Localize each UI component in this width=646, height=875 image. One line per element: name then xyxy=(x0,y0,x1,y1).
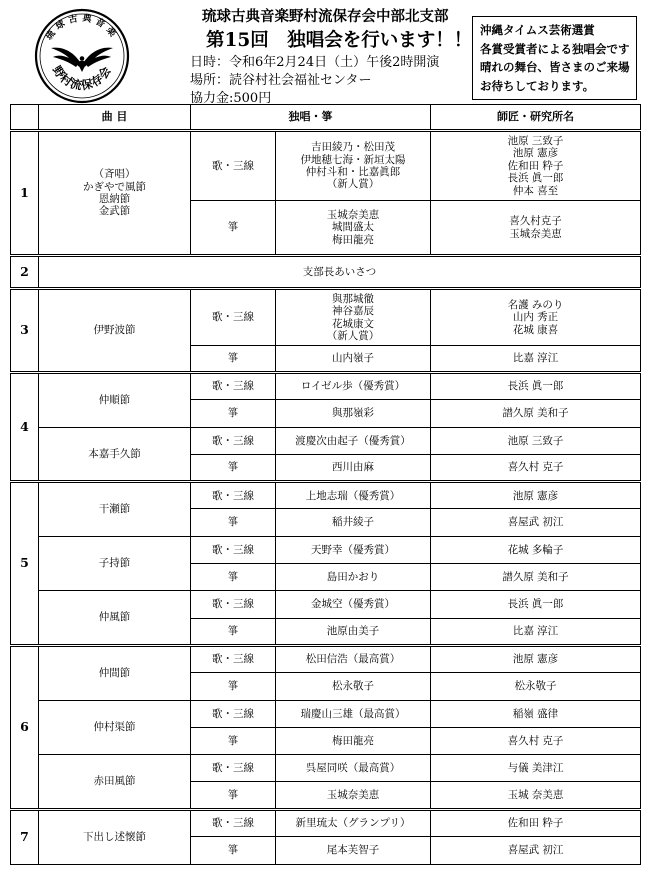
table-row xyxy=(11,482,641,509)
header-teachers: 師匠・研究所名 xyxy=(431,105,641,131)
svg-text:琉球古典音楽 xyxy=(42,12,121,43)
performer-names: 瑞慶山三雄（最高賞） xyxy=(276,700,431,727)
song-title-line: 恩納節 xyxy=(98,193,131,205)
event-venue: 場所：読谷村社会福祉センター xyxy=(190,73,372,88)
teacher-names: 花城 多輪子 xyxy=(431,536,641,563)
table-row xyxy=(11,289,641,346)
role-label: 箏 xyxy=(191,454,276,481)
song-title: 仲村渠節 xyxy=(39,700,191,755)
teacher-names xyxy=(431,289,641,346)
teacher-line: 名護 みのり xyxy=(507,298,564,311)
performer-names: 與那嶺彩 xyxy=(276,400,431,427)
role-label: 歌・三線 xyxy=(191,427,276,454)
performer-line: 玉城奈美恵 xyxy=(326,208,380,221)
teacher-names: 喜屋武 初江 xyxy=(431,509,641,536)
song-title: 仲順節 xyxy=(39,373,191,428)
performer-names: 天野幸（優秀賞） xyxy=(276,536,431,563)
teacher-names: 池原 憲彦 xyxy=(431,645,641,672)
song-title xyxy=(39,131,191,256)
header-number xyxy=(11,105,39,131)
performer-names: 尾本芙智子 xyxy=(276,837,431,865)
header-performers: 独唱・箏 xyxy=(191,105,431,131)
song-title: 赤田風節 xyxy=(39,755,191,810)
role-label: 箏 xyxy=(191,673,276,700)
role-label: 箏 xyxy=(191,618,276,645)
role-label: 箏 xyxy=(191,201,276,256)
table-row xyxy=(11,700,641,727)
table-row xyxy=(11,427,641,454)
organization-name: 琉球古典音楽野村流保存会中部北支部 xyxy=(202,8,449,25)
role-label: 歌・三線 xyxy=(191,591,276,618)
notice-line: 沖縄タイムス芸術選賞 xyxy=(480,23,595,37)
performer-names: 梅田龍亮 xyxy=(276,727,431,754)
teacher-line: 長浜 眞一郎 xyxy=(507,172,564,185)
role-label: 歌・三線 xyxy=(191,809,276,837)
program-number: 4 xyxy=(11,373,39,482)
performer-names: 玉城奈美恵 xyxy=(276,782,431,809)
program-number: 5 xyxy=(11,482,39,646)
program-number: 2 xyxy=(11,256,39,289)
table-row xyxy=(11,131,641,201)
table-row xyxy=(11,373,641,400)
teacher-names: 与儀 美津江 xyxy=(431,755,641,782)
performer-names: 稲井綾子 xyxy=(276,509,431,536)
teacher-names: 比嘉 淳江 xyxy=(431,346,641,373)
performer-names: 渡慶次由起子（優秀賞） xyxy=(276,427,431,454)
role-label: 歌・三線 xyxy=(191,700,276,727)
performer-names xyxy=(276,131,431,201)
organization-seal xyxy=(34,8,130,104)
performer-names: 西川由麻 xyxy=(276,454,431,481)
song-title: 本嘉手久節 xyxy=(39,427,191,482)
event-fee: 協力金:500円 xyxy=(190,91,272,106)
song-title-line: 金武節 xyxy=(98,205,131,218)
role-label: 箏 xyxy=(191,727,276,754)
performer-names: 島田かおり xyxy=(276,564,431,591)
role-label: 歌・三線 xyxy=(191,373,276,400)
table-row xyxy=(11,256,641,289)
teacher-names: 譜久原 美和子 xyxy=(431,564,641,591)
role-label: 箏 xyxy=(191,837,276,865)
performer-line: 梅田龍亮 xyxy=(332,233,374,246)
program-number: 3 xyxy=(11,289,39,373)
teacher-line: 花城 康喜 xyxy=(512,323,559,336)
teacher-names xyxy=(431,201,641,256)
greeting-text: 支部長あいさつ xyxy=(39,256,641,289)
performer-line: （新人賞） xyxy=(326,329,380,342)
teacher-names: 喜久村 克子 xyxy=(431,454,641,481)
seal-top-text: 琉球古典音楽 xyxy=(44,13,120,43)
teacher-line: 喜久村克子 xyxy=(509,215,562,228)
performer-names: 呉屋同咲（最高賞） xyxy=(276,755,431,782)
performer-line: 與那城徹 xyxy=(332,292,374,305)
role-label: 箏 xyxy=(191,346,276,373)
program-number: 7 xyxy=(11,809,39,864)
role-label: 歌・三線 xyxy=(191,536,276,563)
role-label: 歌・三線 xyxy=(191,131,276,201)
song-title-line: かぎやで風節 xyxy=(83,180,146,193)
teacher-names: 佐和田 粋子 xyxy=(431,809,641,837)
teacher-names: 松永敬子 xyxy=(431,673,641,700)
teacher-line: 佐和田 粋子 xyxy=(507,159,564,172)
teacher-names: 比嘉 淳江 xyxy=(431,618,641,645)
header-song: 曲 目 xyxy=(39,105,191,131)
performer-line: 仲村斗和・比嘉眞郎 xyxy=(305,166,401,178)
performer-line: 神谷嘉辰 xyxy=(332,305,374,318)
role-label: 歌・三線 xyxy=(191,482,276,509)
teacher-names: 喜久村 克子 xyxy=(431,727,641,754)
role-label: 箏 xyxy=(191,509,276,536)
teacher-names: 喜屋武 初江 xyxy=(431,837,641,865)
song-title: 伊野波節 xyxy=(39,289,191,373)
performer-names xyxy=(276,201,431,256)
event-date: 日時：令和6年2月24日（土）午後2時開演 xyxy=(190,55,440,70)
role-label: 歌・三線 xyxy=(191,755,276,782)
song-title: 仲風節 xyxy=(39,591,191,646)
teacher-line: 玉城奈美恵 xyxy=(509,227,562,240)
program-table xyxy=(10,104,641,865)
song-title: 下出し述懐節 xyxy=(39,809,191,864)
role-label: 箏 xyxy=(191,564,276,591)
teacher-line: 仲本 喜至 xyxy=(512,184,559,197)
notice-box xyxy=(472,16,637,100)
song-title: 干瀬節 xyxy=(39,482,191,537)
table-header-row xyxy=(11,105,641,131)
teacher-names: 譜久原 美和子 xyxy=(431,400,641,427)
teacher-names: 玉城 奈美恵 xyxy=(431,782,641,809)
role-label: 歌・三線 xyxy=(191,645,276,672)
teacher-line: 池原 憲彦 xyxy=(512,147,559,160)
teacher-names: 池原 憲彦 xyxy=(431,482,641,509)
performer-line: 花城康文 xyxy=(332,317,374,330)
notice-line: 各賞受賞者による独唱会です xyxy=(480,41,630,56)
notice-line: お待ちしております。 xyxy=(480,78,595,93)
performer-line: （新人賞） xyxy=(326,178,380,191)
song-title: 子持節 xyxy=(39,536,191,591)
role-label: 箏 xyxy=(191,400,276,427)
performer-names: 松永敬子 xyxy=(276,673,431,700)
performer-names: 山内嶺子 xyxy=(276,346,431,373)
performer-names: ロイゼル歩（優秀賞） xyxy=(276,373,431,400)
teacher-names: 長浜 眞一郎 xyxy=(431,591,641,618)
performer-names: 上地志瑞（優秀賞） xyxy=(276,482,431,509)
performer-names: 金城空（優秀賞） xyxy=(276,591,431,618)
song-title: 仲間節 xyxy=(39,645,191,700)
teacher-names: 池原 三致子 xyxy=(431,427,641,454)
table-row xyxy=(11,645,641,672)
performer-names: 松田信浩（最高賞） xyxy=(276,645,431,672)
teacher-line: 山内 秀正 xyxy=(512,311,559,324)
performer-line: 城間盛太 xyxy=(332,221,374,234)
teacher-names: 長浜 眞一郎 xyxy=(431,373,641,400)
program-number: 1 xyxy=(11,131,39,256)
performer-names: 新里琉太（グランプリ） xyxy=(276,809,431,837)
song-title-line: （斉唱） xyxy=(93,168,136,181)
teacher-names: 稲嶺 盛律 xyxy=(431,700,641,727)
role-label: 箏 xyxy=(191,782,276,809)
teacher-names xyxy=(431,131,641,201)
seal-bottom-text: 野村流保存会 xyxy=(49,63,115,93)
teacher-line: 池原 三致子 xyxy=(507,134,564,147)
performer-line: 吉田綾乃・松田茂 xyxy=(311,141,395,154)
page-title: 第15回 独唱会を行います！！ xyxy=(206,30,473,51)
performer-names xyxy=(276,289,431,346)
role-label: 歌・三線 xyxy=(191,289,276,346)
notice-line: 晴れの舞台、皆さまのご来場 xyxy=(480,60,630,74)
program-number: 6 xyxy=(11,645,39,809)
table-row xyxy=(11,536,641,563)
table-row xyxy=(11,755,641,782)
table-row xyxy=(11,809,641,837)
table-row xyxy=(11,591,641,618)
performer-line: 伊地穂七海・新垣太陽 xyxy=(300,153,406,166)
performer-names: 池原由美子 xyxy=(276,618,431,645)
